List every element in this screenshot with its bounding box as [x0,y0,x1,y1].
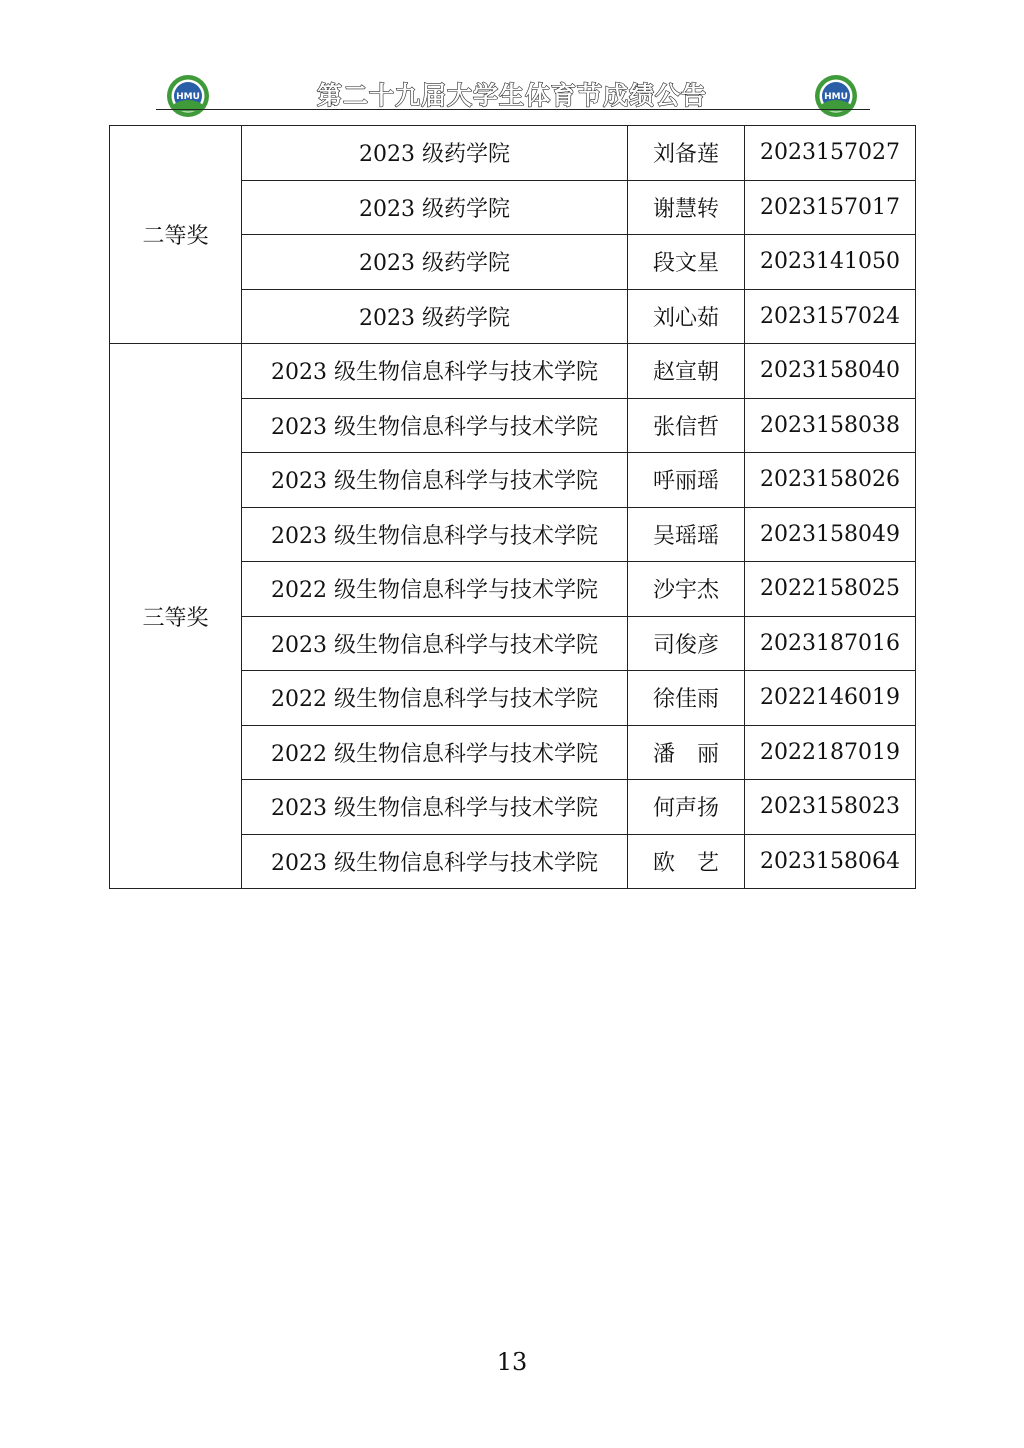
college-cell: 2023 级生物信息科学与技术学院 [242,507,628,562]
student-id-cell: 2022146019 [745,671,916,726]
student-name-cell: 潘 丽 [628,725,745,780]
college-cell: 2023 级生物信息科学与技术学院 [242,398,628,453]
document-title: 第二十九届大学生体育节成绩公告 [316,81,707,110]
student-name-cell: 段文星 [628,235,745,290]
svg-text:HMU: HMU [824,92,848,102]
student-id-cell: 2023158040 [745,344,916,399]
student-id-cell: 2022187019 [745,725,916,780]
page-number: 13 [496,1348,528,1376]
student-id-cell: 2023158023 [745,780,916,835]
college-cell: 2023 级药学院 [242,126,628,181]
student-name-cell: 呼丽瑶 [628,453,745,508]
student-id-cell: 2023187016 [745,616,916,671]
student-name-cell: 刘心茹 [628,289,745,344]
college-cell: 2022 级生物信息科学与技术学院 [242,671,628,726]
student-name-cell: 吴瑶瑶 [628,507,745,562]
award-level-cell: 二等奖 [110,126,242,344]
student-name-cell: 何声扬 [628,780,745,835]
page-header [0,62,1024,122]
college-cell: 2023 级药学院 [242,235,628,290]
student-id-cell: 2023158064 [745,834,916,889]
student-name-cell: 徐佳雨 [628,671,745,726]
student-name-cell: 沙宇杰 [628,562,745,617]
student-name-cell: 赵宣朝 [628,344,745,399]
student-id-cell: 2023157024 [745,289,916,344]
college-cell: 2022 级生物信息科学与技术学院 [242,725,628,780]
table-row [110,126,916,181]
student-id-cell: 2023158049 [745,507,916,562]
college-cell: 2023 级生物信息科学与技术学院 [242,344,628,399]
college-cell: 2023 级生物信息科学与技术学院 [242,834,628,889]
college-cell: 2023 级生物信息科学与技术学院 [242,453,628,508]
student-id-cell: 2023157017 [745,180,916,235]
results-table-body [110,126,916,889]
student-name-cell: 欧 艺 [628,834,745,889]
college-cell: 2022 级生物信息科学与技术学院 [242,562,628,617]
student-name-cell: 刘备莲 [628,126,745,181]
college-cell: 2023 级生物信息科学与技术学院 [242,780,628,835]
student-id-cell: 2023158038 [745,398,916,453]
student-id-cell: 2023141050 [745,235,916,290]
student-name-cell: 张信哲 [628,398,745,453]
table-row [110,344,916,399]
university-logo-icon [814,74,858,118]
student-id-cell: 2023157027 [745,126,916,181]
student-id-cell: 2023158026 [745,453,916,508]
college-cell: 2023 级药学院 [242,180,628,235]
student-name-cell: 司俊彦 [628,616,745,671]
student-id-cell: 2022158025 [745,562,916,617]
university-logo-icon [166,74,210,118]
header-divider [156,109,870,110]
college-cell: 2023 级生物信息科学与技术学院 [242,616,628,671]
student-name-cell: 谢慧转 [628,180,745,235]
college-cell: 2023 级药学院 [242,289,628,344]
award-level-cell: 三等奖 [110,344,242,889]
svg-text:HMU: HMU [176,92,200,102]
results-table [109,125,916,889]
